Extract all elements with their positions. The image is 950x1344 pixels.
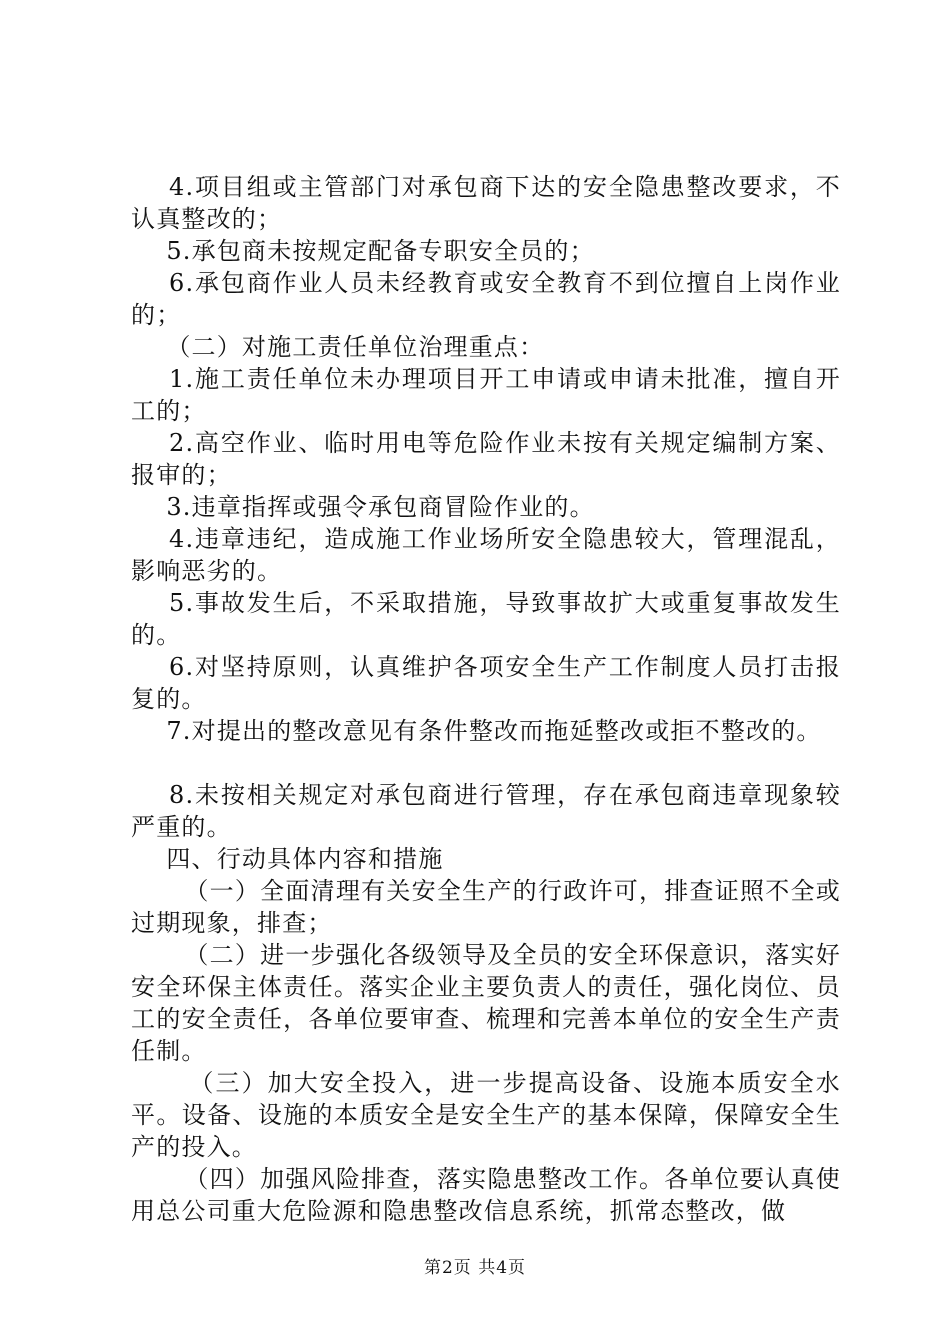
- paragraph: （三）加大安全投入，进一步提高设备、设施本质安全水平。设备、设施的本质安全是安全生产的基本保障，保障安全生产的投入。: [131, 1069, 842, 1161]
- paragraph: （一）全面清理有关安全生产的行政许可，排查证照不全或过期现象，排查；: [131, 877, 841, 937]
- section-heading: （二）对施工责任单位治理重点：: [131, 333, 545, 361]
- paragraph: 7.对提出的整改意见有条件整改而拖延整改或拒不整改的。: [131, 717, 822, 745]
- page-number-footer: 第2页 共4页: [423, 1258, 527, 1278]
- paragraph: 4.项目组或主管部门对承包商下达的安全隐患整改要求，不认真整改的；: [131, 173, 841, 233]
- paragraph: 5.承包商未按规定配备专职安全员的；: [131, 237, 595, 265]
- paragraph: 5.事故发生后，不采取措施，导致事故扩大或重复事故发生的。: [131, 589, 841, 649]
- paragraph: 6.承包商作业人员未经教育或安全教育不到位擅自上岗作业的；: [131, 269, 841, 329]
- document-body: [131, 171, 841, 1227]
- paragraph: 2.高空作业、临时用电等危险作业未按有关规定编制方案、报审的；: [131, 429, 841, 489]
- blank-line: [131, 747, 841, 779]
- paragraph: 6.对坚持原则，认真维护各项安全生产工作制度人员打击报复的。: [131, 653, 841, 713]
- paragraph: 1.施工责任单位未办理项目开工申请或申请未批准，擅自开工的；: [131, 365, 841, 425]
- paragraph: 8.未按相关规定对承包商进行管理，存在承包商违章现象较严重的。: [131, 781, 841, 841]
- paragraph: 4.违章违纪，造成施工作业场所安全隐患较大，管理混乱，影响恶劣的。: [131, 525, 841, 585]
- paragraph: （二）进一步强化各级领导及全员的安全环保意识，落实好安全环保主体责任。落实企业主要负责人的责任，强化岗位、员工的安全责任，各单位要审查、梳理和完善本单位的安全生产责任制。: [131, 941, 841, 1065]
- paragraph: 3.违章指挥或强令承包商冒险作业的。: [131, 493, 595, 521]
- paragraph: （四）加强风险排查，落实隐患整改工作。各单位要认真使用总公司重大危险源和隐患整改信息系统，抓常态整改，做: [131, 1165, 841, 1225]
- section-heading: 四、行动具体内容和措施: [131, 845, 444, 873]
